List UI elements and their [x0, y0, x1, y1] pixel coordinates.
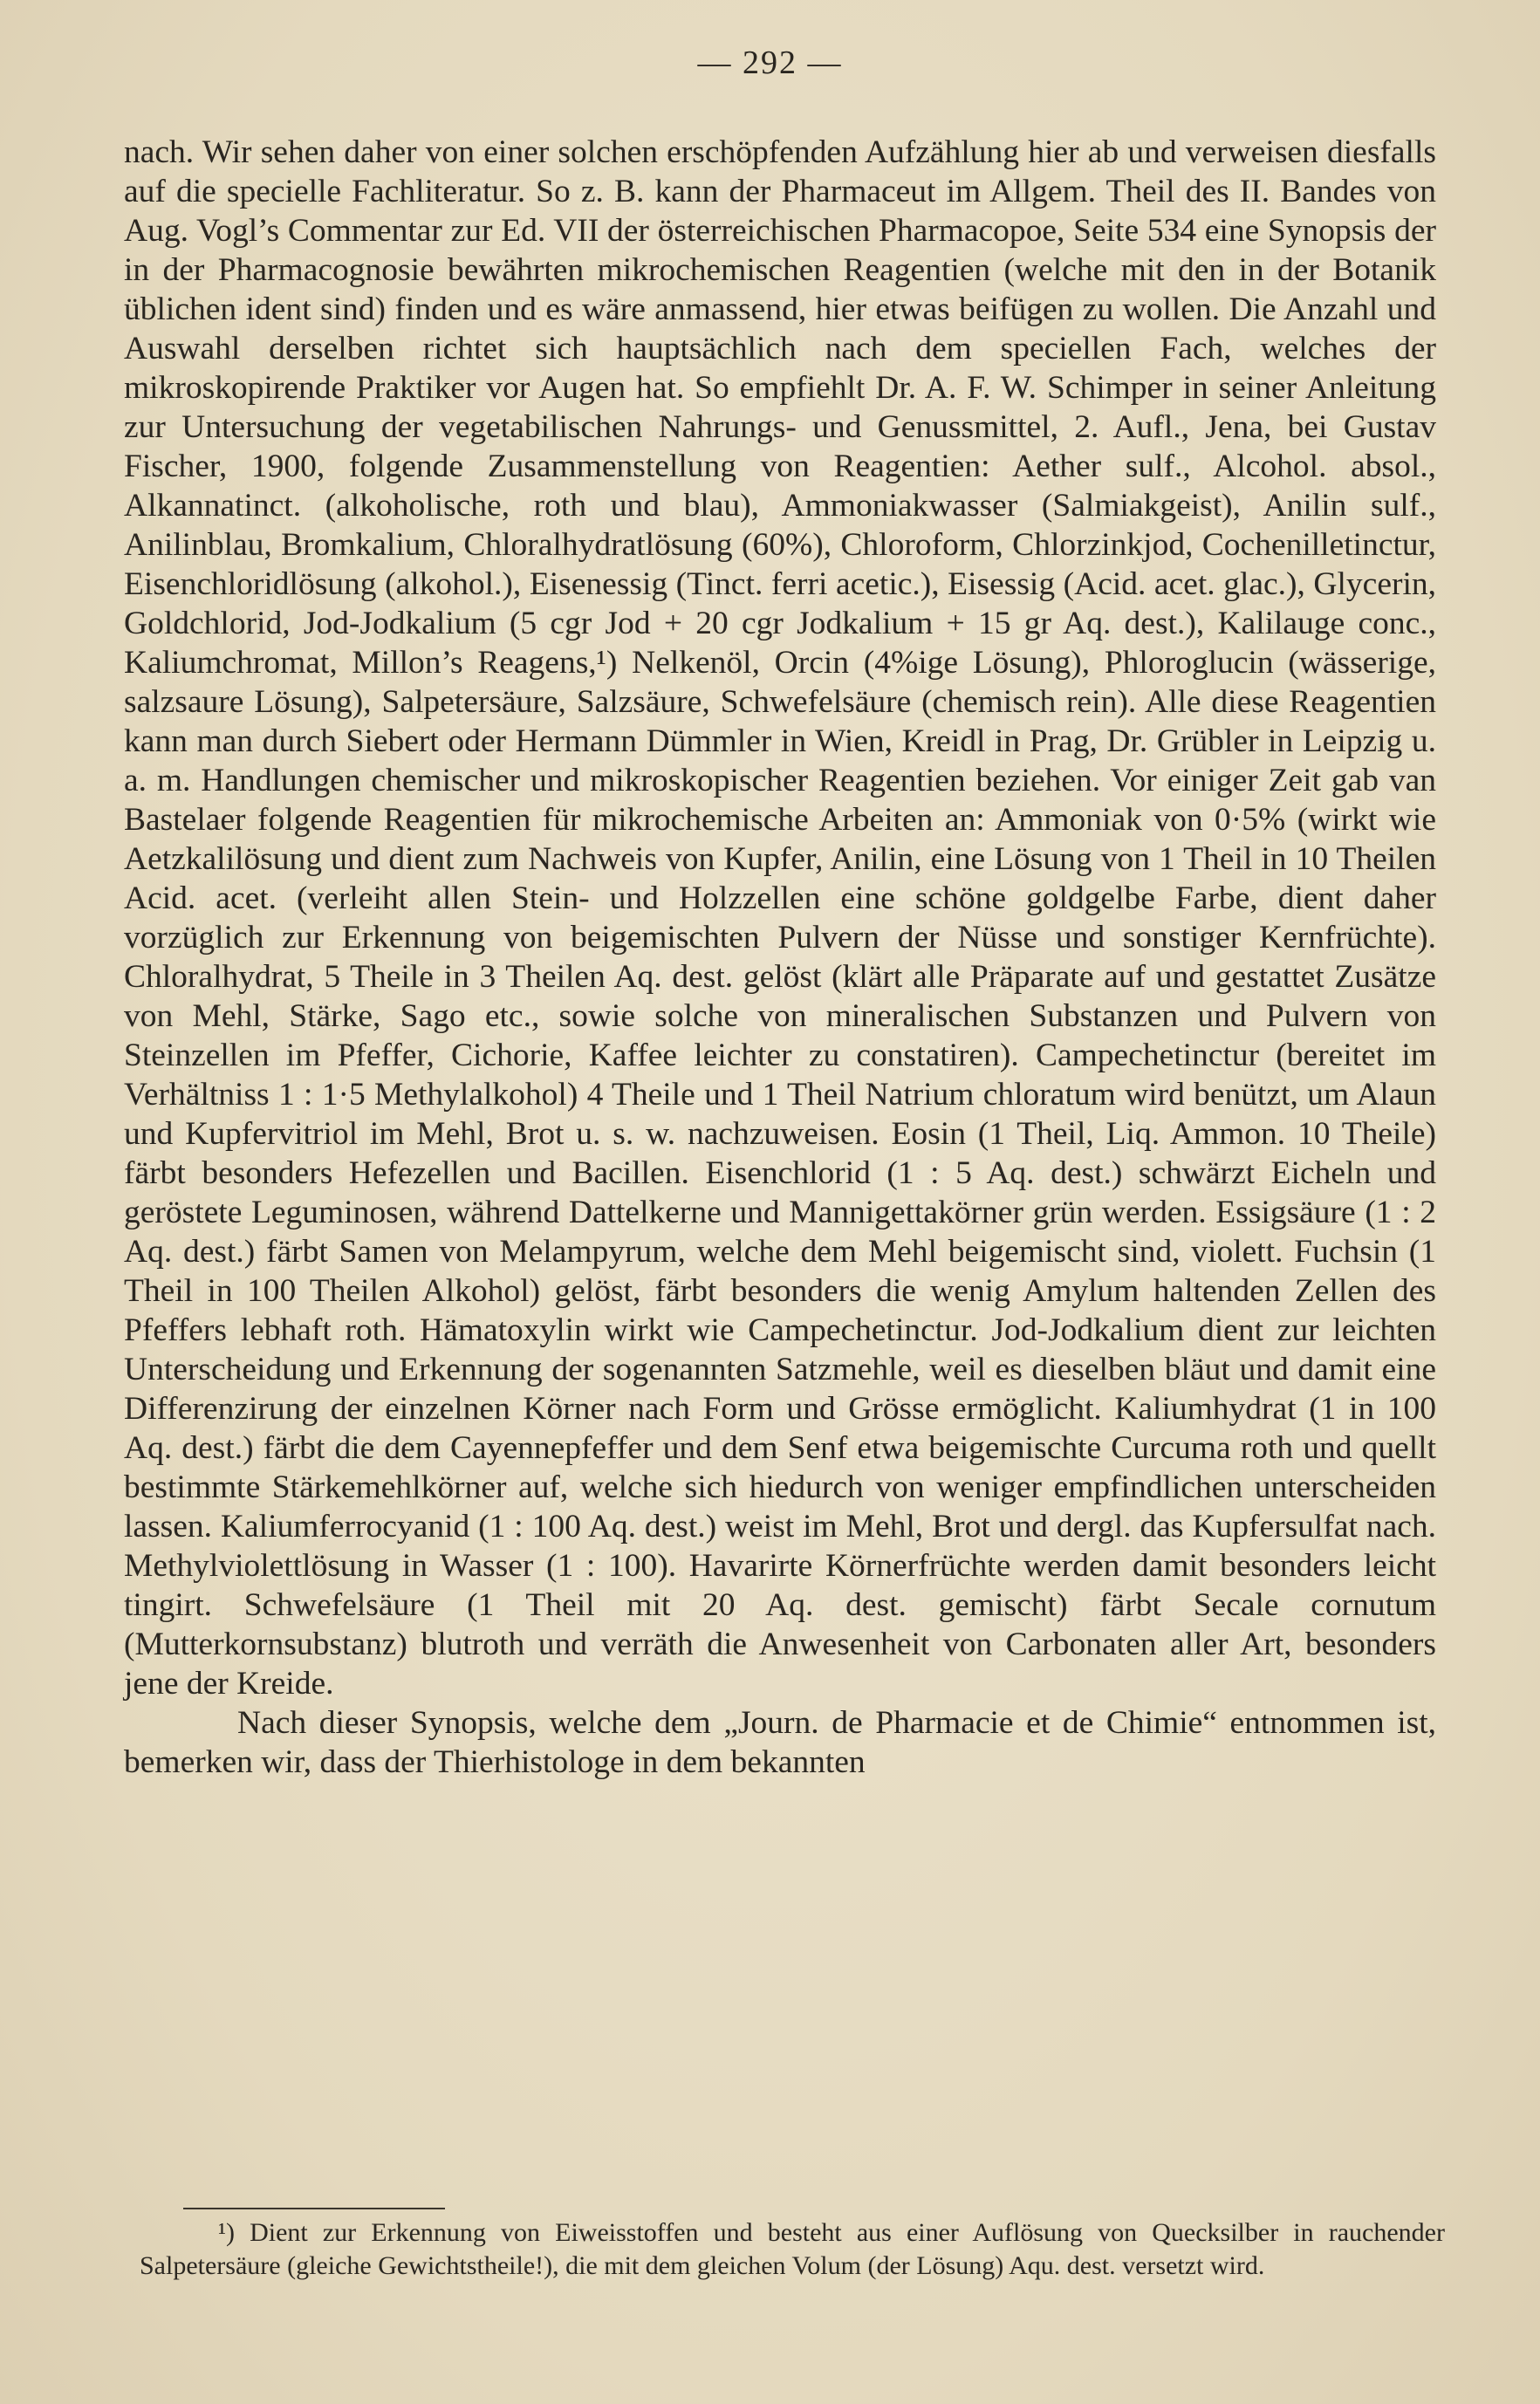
page-number: — 292 — — [697, 45, 843, 81]
footnote-text: ¹) Dient zur Erkennung von Eiweisstoffen und besteht aus einer Auflösung von Quecksilber in rauchender Salpetersäure (gleiche Gewichtstheile!), die mit dem gleichen Volum (der Lösung) Aqu. dest. versetzt wird. — [140, 2218, 1445, 2280]
paragraph-2: Nach dieser Synopsis, welche dem „Journ. de Pharmacie et de Chimie“ entnommen ist, bemerken wir, dass der Thierhistologe in dem bekannten — [124, 1705, 1436, 1780]
footnote — [140, 2216, 1445, 2283]
body-text — [124, 133, 1436, 1782]
footnote-separator — [183, 2208, 445, 2209]
paragraph-1: nach. Wir sehen daher von einer solchen erschöpfenden Aufzählung hier ab und verweisen diesfalls auf die specielle Fachliteratur. So z. B. kann der Pharmaceut im Allgem. Theil des II. Bandes von Aug. Vogl’s Commentar zur Ed. VII der österreichischen Pharmacopoe, Seite 534 eine Synopsis der in der Pharmacognosie bewährten mikrochemischen Reagentien (welche mit den in der Botanik üblichen ident sind) finden und es wäre anmassend, hier etwas beifügen zu wollen. Die Anzahl und Auswahl derselben richtet sich hauptsächlich nach dem speciellen Fach, welches der mikroskopirende Praktiker vor Augen hat. So empfiehlt Dr. A. F. W. Schimper in seiner Anleitung zur Untersuchung der vegetabilischen Nahrungs- und Genussmittel, 2. Aufl., Jena, bei Gustav Fischer, 1900, folgende Zusammenstellung von Reagentien: Aether sulf., Alcohol. absol., Alkannatinct. (alkoholische, roth und blau), Ammoniakwasser (Salmiakgeist), Anilin sulf., Anilinblau, Bromkalium, Chloralhydratlösung (60%), Chloroform, Chlorzinkjod, Cochenilletinctur, Eisenchloridlösung (alkohol.), Eisenessig (Tinct. ferri acetic.), Eisessig (Acid. acet. glac.), Glycerin, Goldchlorid, Jod-Jodkalium (5 cgr Jod + 20 cgr Jodkalium + 15 gr Aq. dest.), Kalilauge conc., Kaliumchromat, Millon’s Reagens,¹) Nelkenöl, Orcin (4%ige Lösung), Phloroglucin (wässerige, salzsaure Lösung), Salpetersäure, Salzsäure, Schwefelsäure (chemisch rein). Alle diese Reagentien kann man durch Siebert oder Hermann Dümmler in Wien, Kreidl in Prag, Dr. Grübler in Leipzig u. a. m. Handlungen chemischer und mikroskopischer Reagentien beziehen. Vor einiger Zeit gab van Bastelaer folgende Reagentien für mikrochemische Arbeiten an: Ammoniak von 0·5% (wirkt wie Aetzkalilösung und dient zum Nachweis von Kupfer, Anilin, eine Lösung von 1 Theil in 10 Theilen Acid. acet. (verleiht allen Stein- und Holzzellen eine schöne goldgelbe Farbe, dient daher vorzüglich zur Erkennung von beigemischten Pulvern der Nüsse und sonstiger Kernfrüchte). Chloralhydrat, 5 Theile in 3 Theilen Aq. dest. gelöst (klärt alle Präparate auf und gestattet Zusätze von Mehl, Stärke, Sago etc., sowie solche von mineralischen Substanzen und Pulvern von Steinzellen im Pfeffer, Cichorie, Kaffee leichter zu constatiren). Campechetinctur (bereitet im Verhältniss 1 : 1·5 Methylalkohol) 4 Theile und 1 Theil Natrium chloratum wird benützt, um Alaun und Kupfervitriol im Mehl, Brot u. s. w. nachzuweisen. Eosin (1 Theil, Liq. Ammon. 10 Theile) färbt besonders Hefezellen und Bacillen. Eisenchlorid (1 : 5 Aq. dest.) schwärzt Eicheln und geröstete Leguminosen, während Dattelkerne und Mannigettakörner grün werden. Essigsäure (1 : 2 Aq. dest.) färbt Samen von Melampyrum, welche dem Mehl beigemischt sind, violett. Fuchsin (1 Theil in 100 Theilen Alkohol) gelöst, färbt besonders die wenig Amylum haltenden Zellen des Pfeffers lebhaft roth. Hämatoxylin wirkt wie Campechetinctur. Jod-Jodkalium dient zur leichten Unterscheidung und Erkennung der sogenannten Satzmehle, weil es dieselben bläut und damit eine Differenzirung der einzelnen Körner nach Form und Grösse ermöglicht. Kaliumhydrat (1 in 100 Aq. dest.) färbt die dem Cayennepfeffer und dem Senf etwa beigemischte Curcuma roth und quellt bestimmte Stärkemehlkörner auf, welche sich hiedurch von weniger empfindlichen unterscheiden lassen. Kaliumferrocyanid (1 : 100 Aq. dest.) weist im Mehl, Brot und dergl. das Kupfersulfat nach. Methylviolettlösung in Wasser (1 : 100). Havarirte Körnerfrüchte werden damit besonders leicht tingirt. Schwefelsäure (1 Theil mit 20 Aq. dest. gemischt) färbt Secale cornutum (Mutterkornsubstanz) blutroth und verräth die Anwesenheit von Carbonaten aller Art, besonders jene der Kreide. — [124, 134, 1436, 1702]
